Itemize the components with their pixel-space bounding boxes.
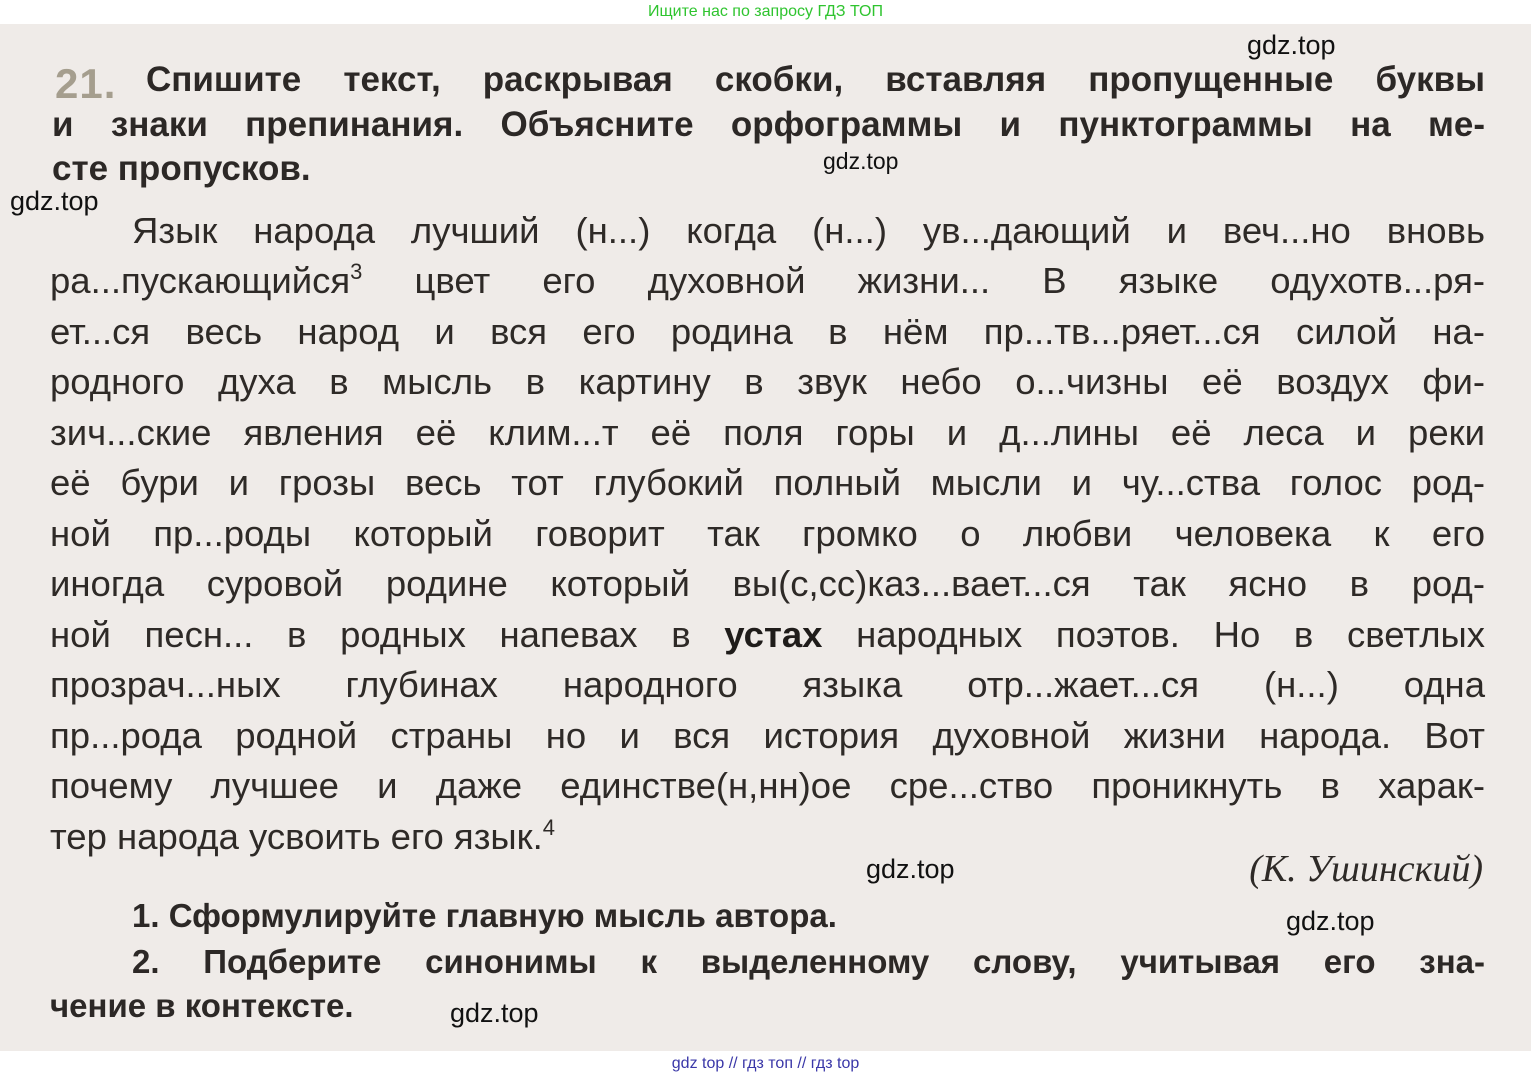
textbook-page xyxy=(0,24,1531,1051)
text-fragment: тер народа усвоить его язык. xyxy=(50,816,543,857)
top-banner: Ищите нас по запросу ГДЗ ТОП xyxy=(0,0,1531,24)
task-instruction-line: и знаки препинания. Объясните орфограммы и пунктограммы на ме- xyxy=(52,105,1485,144)
question-2-continuation: чение в контексте. xyxy=(50,987,354,1024)
text-fragment: ра...пускающийся xyxy=(50,260,351,301)
watermark: gdz.top xyxy=(1286,906,1375,936)
highlighted-word: устах xyxy=(724,614,823,655)
text-line: иногда суровой родине который вы(с,сс)каз...вает...ся так ясно в род- xyxy=(50,563,1485,604)
watermark: gdz.top xyxy=(1247,30,1336,60)
footnote-mark: 3 xyxy=(350,259,363,284)
text-fragment: народных поэтов. Но в светлых xyxy=(822,614,1485,655)
bottom-banner: gdz top // гдз топ // гдз top xyxy=(0,1051,1531,1077)
footnote-mark: 4 xyxy=(542,815,556,840)
text-line xyxy=(50,258,1485,304)
text-line: ной пр...роды который говорит так громко о любви человека к его xyxy=(50,513,1485,554)
text-line xyxy=(50,612,1485,658)
watermark: gdz.top xyxy=(10,186,99,216)
task-instruction-line: сте пропусков. xyxy=(52,149,311,188)
text-line: ет...ся весь народ и вся его родина в нём пр...тв...ряет...ся силой на- xyxy=(50,311,1485,352)
author-attribution: (К. Ушинский) xyxy=(1249,848,1483,890)
question-2: 2. Подберите синонимы к выделенному слову, учитывая его зна- xyxy=(132,943,1485,980)
text-fragment: цвет его духовной жизни... В языке одухотв...ря- xyxy=(362,260,1485,301)
watermark: gdz.top xyxy=(450,998,539,1028)
text-line: Язык народа лучший (н...) когда (н...) ув...дающий и веч...но вновь xyxy=(132,210,1485,251)
task-instruction-line: Спишите текст, раскрывая скобки, вставляя пропущенные буквы xyxy=(146,60,1485,99)
text-line: пр...рода родной страны но и вся история духовной жизни народа. Вот xyxy=(50,715,1485,756)
watermark: gdz.top xyxy=(823,148,899,174)
text-fragment: ной песн... в родных напевах в xyxy=(50,614,725,655)
text-line: почему лучшее и даже единстве(н,нн)ое сре...ство проникнуть в харак- xyxy=(50,765,1485,806)
task-number: 21. xyxy=(55,60,117,107)
text-line: её бури и грозы весь тот глубокий полный мысли и чу...ства голос род- xyxy=(50,462,1485,503)
text-line: родного духа в мысль в картину в звук небо о...чизны её воздух фи- xyxy=(50,361,1485,402)
text-line: зич...ские явления её клим...т её поля горы и д...лины её леса и реки xyxy=(50,412,1485,453)
watermark: gdz.top xyxy=(866,854,955,884)
question-1: 1. Сформулируйте главную мысль автора. xyxy=(132,897,837,934)
text-line: прозрач...ных глубинах народного языка отр...жает...ся (н...) одна xyxy=(50,664,1485,705)
